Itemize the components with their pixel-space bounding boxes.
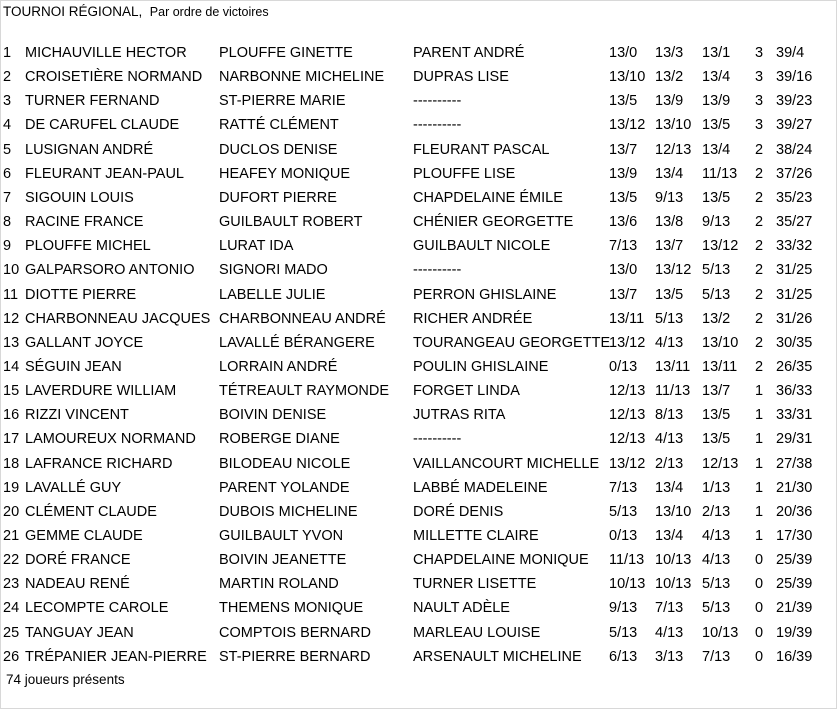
result-row [1,307,837,331]
game1-score-cell: 0/13 [609,528,638,544]
result-row [1,331,837,355]
player1-cell: CLÉMENT CLAUDE [25,503,157,520]
game1-score-cell: 13/10 [609,69,646,86]
player1-cell: RIZZI VINCENT [25,407,129,424]
game1-score-cell: 13/6 [609,214,638,231]
total-points-cell: 25/39 [776,576,813,593]
result-row [1,89,837,113]
game3-score-cell: 13/5 [702,431,731,448]
rank-cell: 13 [3,334,20,351]
player2-cell: SIGNORI MADO [219,262,328,279]
game2-score-cell: 13/11 [655,358,691,375]
game1-score-cell: 10/13 [609,576,646,593]
rank-cell: 6 [3,165,12,182]
player2-cell: ST-PIERRE MARIE [219,93,346,110]
player1-cell: LUSIGNAN ANDRÉ [25,141,154,158]
player2-cell: LAVALLÉ BÉRANGERE [219,334,375,351]
player2-cell: BILODEAU NICOLE [219,455,351,472]
player2-cell: RATTÉ CLÉMENT [219,117,339,134]
game1-score-cell: 7/13 [609,238,638,255]
result-row [1,572,837,596]
player1-cell: TURNER FERNAND [25,93,160,110]
game3-score-cell: 5/13 [702,262,731,279]
game2-score-cell: 13/3 [655,45,684,61]
result-row [1,355,837,379]
game1-score-cell: 6/13 [609,648,638,665]
wins-cell: 0 [755,600,764,617]
title-main: TOURNOI RÉGIONAL, [3,4,143,19]
game3-score-cell: 1/13 [702,479,731,496]
total-points-cell: 16/39 [776,648,813,665]
total-points-cell: 25/39 [776,552,813,569]
player2-cell: DUCLOS DENISE [219,141,338,158]
rank-cell: 22 [3,552,20,569]
player1-cell: GEMME CLAUDE [25,528,143,544]
result-row [1,113,837,137]
player3-cell: PARENT ANDRÉ [413,45,525,61]
game2-score-cell: 13/4 [655,165,684,182]
player2-cell: DUBOIS MICHELINE [219,503,358,520]
player1-cell: SIGOUIN LOUIS [25,189,134,206]
total-points-cell: 31/25 [776,286,813,303]
player1-cell: MICHAUVILLE HECTOR [25,45,187,61]
game3-score-cell: 5/13 [702,286,731,303]
player3-cell: PERRON GHISLAINE [413,286,557,303]
player1-cell: RACINE FRANCE [25,214,144,231]
result-row [1,452,837,476]
rank-cell: 17 [3,431,20,448]
game2-score-cell: 13/10 [655,503,692,520]
game2-score-cell: 4/13 [655,334,684,351]
player3-cell: FLEURANT PASCAL [413,141,550,158]
total-points-cell: 21/30 [776,479,813,496]
game2-score-cell: 4/13 [655,431,684,448]
player2-cell: TÉTREAULT RAYMONDE [219,383,389,400]
game1-score-cell: 0/13 [609,358,638,375]
wins-cell: 3 [755,69,764,86]
total-points-cell: 33/32 [776,238,813,255]
game3-score-cell: 13/9 [702,93,731,110]
player1-cell: DE CARUFEL CLAUDE [25,117,180,134]
player2-cell: BOIVIN DENISE [219,407,327,424]
total-points-cell: 33/31 [776,407,813,424]
player-count: 74 joueurs présents [6,672,125,687]
game3-score-cell: 5/13 [702,576,731,593]
result-row [1,234,837,258]
wins-cell: 0 [755,648,764,665]
game2-score-cell: 3/13 [655,648,684,665]
wins-cell: 3 [755,93,764,110]
player2-cell: NARBONNE MICHELINE [219,69,385,86]
game1-score-cell: 5/13 [609,503,638,520]
total-points-cell: 27/38 [776,455,813,472]
wins-cell: 2 [755,165,764,182]
player2-cell: COMPTOIS BERNARD [219,624,372,641]
total-points-cell: 21/39 [776,600,813,617]
player2-cell: GUILBAULT ROBERT [219,214,363,231]
player3-cell: CHAPDELAINE ÉMILE [413,189,563,206]
player3-cell: POULIN GHISLAINE [413,358,549,375]
wins-cell: 2 [755,310,764,327]
player3-cell: GUILBAULT NICOLE [413,238,551,255]
player3-cell: ---------- [413,93,462,110]
game2-score-cell: 8/13 [655,407,684,424]
wins-cell: 2 [755,262,764,279]
wins-cell: 1 [755,528,764,544]
player3-cell: VAILLANCOURT MICHELLE [413,455,600,472]
title-subtitle: Par ordre de victoires [149,5,269,19]
total-points-cell: 26/35 [776,358,813,375]
game1-score-cell: 13/5 [609,93,638,110]
total-points-cell: 39/4 [776,45,805,61]
player3-cell: FORGET LINDA [413,383,520,400]
total-points-cell: 39/16 [776,69,813,86]
game3-score-cell: 13/1 [702,45,731,61]
game2-score-cell: 13/7 [655,238,684,255]
wins-cell: 1 [755,503,764,520]
wins-cell: 0 [755,624,764,641]
game2-score-cell: 11/13 [655,383,691,400]
player3-cell: JUTRAS RITA [413,407,506,424]
game3-score-cell: 13/7 [702,383,731,400]
player3-cell: CHAPDELAINE MONIQUE [413,552,589,569]
player1-cell: SÉGUIN JEAN [25,358,122,375]
wins-cell: 2 [755,238,764,255]
game2-score-cell: 13/2 [655,69,684,86]
result-row [1,596,837,620]
result-row [1,210,837,234]
game2-score-cell: 10/13 [655,576,692,593]
game3-score-cell: 13/5 [702,117,731,134]
player2-cell: ROBERGE DIANE [219,431,340,448]
player3-cell: DUPRAS LISE [413,69,509,86]
game3-score-cell: 13/4 [702,69,731,86]
game1-score-cell: 13/5 [609,189,638,206]
rank-cell: 3 [3,93,12,110]
player2-cell: PARENT YOLANDE [219,479,350,496]
game1-score-cell: 13/11 [609,310,645,327]
game2-score-cell: 12/13 [655,141,692,158]
total-points-cell: 31/26 [776,310,813,327]
result-row [1,403,837,427]
rank-cell: 4 [3,117,12,134]
game3-score-cell: 7/13 [702,648,731,665]
wins-cell: 2 [755,141,764,158]
total-points-cell: 17/30 [776,528,813,544]
player2-cell: PLOUFFE GINETTE [219,45,353,61]
result-row [1,548,837,572]
total-points-cell: 38/24 [776,141,813,158]
result-row [1,138,837,162]
total-points-cell: 31/25 [776,262,813,279]
player1-cell: LAFRANCE RICHARD [25,455,173,472]
player3-cell: TOURANGEAU GEORGETTE [413,334,611,351]
rank-cell: 9 [3,238,12,255]
rank-cell: 7 [3,189,12,206]
wins-cell: 1 [755,431,764,448]
rank-cell: 20 [3,503,20,520]
game1-score-cell: 13/7 [609,286,638,303]
rank-cell: 18 [3,455,20,472]
player3-cell: LABBÉ MADELEINE [413,479,548,496]
player1-cell: GALLANT JOYCE [25,334,144,351]
game1-score-cell: 13/12 [609,455,646,472]
wins-cell: 3 [755,45,764,61]
total-points-cell: 36/33 [776,383,813,400]
player1-cell: LECOMPTE CAROLE [25,600,169,617]
player1-cell: LAVERDURE WILLIAM [25,383,177,400]
game1-score-cell: 9/13 [609,600,638,617]
total-points-cell: 35/23 [776,189,813,206]
player1-cell: CHARBONNEAU JACQUES [25,310,211,327]
game3-score-cell: 11/13 [702,165,738,182]
player3-cell: DORÉ DENIS [413,503,504,520]
player3-cell: ARSENAULT MICHELINE [413,648,582,665]
game1-score-cell: 13/0 [609,45,638,61]
rank-cell: 14 [3,358,20,375]
player2-cell: THEMENS MONIQUE [219,600,364,617]
player3-cell: MARLEAU LOUISE [413,624,541,641]
player2-cell: CHARBONNEAU ANDRÉ [219,310,386,327]
rank-cell: 26 [3,648,20,665]
game2-score-cell: 9/13 [655,189,684,206]
game2-score-cell: 4/13 [655,624,684,641]
wins-cell: 2 [755,189,764,206]
result-row [1,427,837,451]
player3-cell: TURNER LISETTE [413,576,537,593]
rank-cell: 12 [3,310,20,327]
player1-cell: DIOTTE PIERRE [25,286,137,303]
player3-cell: MILLETTE CLAIRE [413,528,539,544]
total-points-cell: 30/35 [776,334,813,351]
wins-cell: 2 [755,334,764,351]
result-row [1,258,837,282]
player1-cell: GALPARSORO ANTONIO [25,262,195,279]
game3-score-cell: 13/11 [702,358,738,375]
game3-score-cell: 4/13 [702,528,731,544]
result-row [1,65,837,89]
player2-cell: LURAT IDA [219,238,294,255]
rank-cell: 23 [3,576,20,593]
rank-cell: 19 [3,479,20,496]
player2-cell: MARTIN ROLAND [219,576,339,593]
total-points-cell: 19/39 [776,624,813,641]
rank-cell: 5 [3,141,12,158]
wins-cell: 1 [755,383,764,400]
player3-cell: RICHER ANDRÉE [413,310,533,327]
player2-cell: BOIVIN JEANETTE [219,552,347,569]
game2-score-cell: 13/8 [655,214,684,231]
game2-score-cell: 13/4 [655,479,684,496]
player3-cell: ---------- [413,117,462,134]
wins-cell: 2 [755,214,764,231]
rank-cell: 2 [3,69,12,86]
result-row [1,476,837,500]
player2-cell: HEAFEY MONIQUE [219,165,351,182]
result-row [1,524,837,548]
game3-score-cell: 13/12 [702,238,739,255]
wins-cell: 1 [755,407,764,424]
player1-cell: DORÉ FRANCE [25,552,131,569]
player1-cell: LAVALLÉ GUY [25,479,122,496]
game3-score-cell: 13/5 [702,407,731,424]
rank-cell: 10 [3,262,20,279]
wins-cell: 0 [755,576,764,593]
player3-cell: PLOUFFE LISE [413,165,516,182]
game1-score-cell: 13/7 [609,141,638,158]
result-row [1,645,837,669]
wins-cell: 0 [755,552,764,569]
game3-score-cell: 5/13 [702,600,731,617]
total-points-cell: 39/23 [776,93,813,110]
rank-cell: 1 [3,45,12,61]
player1-cell: CROISETIÈRE NORMAND [25,69,203,86]
game3-score-cell: 13/2 [702,310,731,327]
player2-cell: LABELLE JULIE [219,286,326,303]
game2-score-cell: 10/13 [655,552,692,569]
rank-cell: 25 [3,624,20,641]
game2-score-cell: 13/4 [655,528,684,544]
player2-cell: GUILBAULT YVON [219,528,344,544]
rank-cell: 8 [3,214,12,231]
player3-cell: CHÉNIER GEORGETTE [413,214,574,231]
game1-score-cell: 13/12 [609,334,646,351]
game1-score-cell: 12/13 [609,407,646,424]
player2-cell: LORRAIN ANDRÉ [219,358,338,375]
game1-score-cell: 13/12 [609,117,646,134]
game3-score-cell: 12/13 [702,455,739,472]
player1-cell: PLOUFFE MICHEL [25,238,151,255]
game1-score-cell: 13/0 [609,262,638,279]
game2-score-cell: 13/10 [655,117,692,134]
wins-cell: 2 [755,358,764,375]
player1-cell: FLEURANT JEAN-PAUL [25,165,184,182]
player3-cell: NAULT ADÈLE [413,600,510,617]
rank-cell: 11 [3,286,19,303]
game2-score-cell: 5/13 [655,310,684,327]
game1-score-cell: 13/9 [609,165,638,182]
game2-score-cell: 2/13 [655,455,684,472]
total-points-cell: 35/27 [776,214,813,231]
game3-score-cell: 10/13 [702,624,739,641]
wins-cell: 3 [755,117,764,134]
game3-score-cell: 13/10 [702,334,739,351]
game1-score-cell: 12/13 [609,383,646,400]
game1-score-cell: 7/13 [609,479,638,496]
player1-cell: LAMOUREUX NORMAND [25,431,196,448]
game3-score-cell: 9/13 [702,214,731,231]
player2-cell: ST-PIERRE BERNARD [219,648,371,665]
result-row [1,379,837,403]
total-points-cell: 37/26 [776,165,813,182]
wins-cell: 2 [755,286,764,303]
game3-score-cell: 13/5 [702,189,731,206]
rank-cell: 16 [3,407,20,424]
rank-cell: 21 [3,528,20,544]
game2-score-cell: 7/13 [655,600,684,617]
game1-score-cell: 5/13 [609,624,638,641]
total-points-cell: 39/27 [776,117,813,134]
player2-cell: DUFORT PIERRE [219,189,337,206]
result-row [1,162,837,186]
player3-cell: ---------- [413,262,462,279]
result-row [1,283,837,307]
game3-score-cell: 2/13 [702,503,731,520]
result-row [1,41,837,65]
total-points-cell: 29/31 [776,431,813,448]
player3-cell: ---------- [413,431,462,448]
game2-score-cell: 13/9 [655,93,684,110]
game1-score-cell: 12/13 [609,431,646,448]
game3-score-cell: 13/4 [702,141,731,158]
game1-score-cell: 11/13 [609,552,645,569]
game3-score-cell: 4/13 [702,552,731,569]
result-row [1,500,837,524]
wins-cell: 1 [755,455,764,472]
game2-score-cell: 13/12 [655,262,692,279]
page-title [3,4,269,19]
result-row [1,621,837,645]
rank-cell: 24 [3,600,20,617]
total-points-cell: 20/36 [776,503,813,520]
wins-cell: 1 [755,479,764,496]
player1-cell: TRÉPANIER JEAN-PIERRE [25,648,207,665]
rank-cell: 15 [3,383,20,400]
game2-score-cell: 13/5 [655,286,684,303]
result-row [1,186,837,210]
player1-cell: NADEAU RENÉ [25,576,130,593]
player1-cell: TANGUAY JEAN [25,624,134,641]
